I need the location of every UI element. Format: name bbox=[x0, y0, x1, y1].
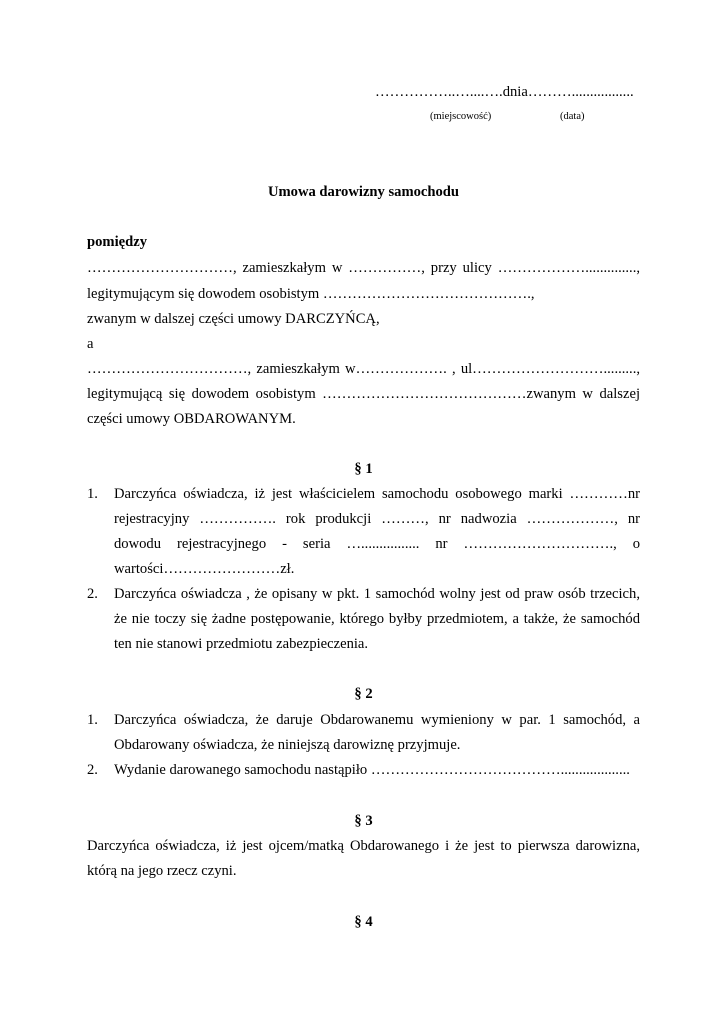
section-1-heading: § 1 bbox=[354, 461, 373, 477]
s1-item2-line-2: że nie toczy się żadne postępowanie, którego byłby przedmiotem, a także, że samochód bbox=[114, 611, 640, 627]
donee-line-3: części umowy OBDAROWANYM. bbox=[87, 411, 296, 427]
section-4-heading: § 4 bbox=[354, 914, 373, 930]
s1-item1-line-1: Darczyńca oświadcza, iż jest właścicielem samochodu osobowego marki …………nr bbox=[114, 486, 640, 502]
s2-item1-line-1: Darczyńca oświadcza, że daruje Obdarowanemu wymieniony w par. 1 samochód, a bbox=[114, 712, 640, 728]
s1-item1-number: 1. bbox=[87, 486, 98, 502]
s3-line-1: Darczyńca oświadcza, iż jest ojcem/matką Obdarowanego i że jest to pierwsza darowizna, bbox=[87, 838, 640, 854]
s2-item2-line-1: Wydanie darowanego samochodu nastąpiło …………………………………................... bbox=[114, 762, 630, 778]
s1-item2-line-3: ten nie stanowi przedmiotu zabezpieczenia. bbox=[114, 636, 369, 652]
donee-line-2: legitymującą się dowodem osobistym ……………………………………zwanym w dalszej bbox=[87, 386, 640, 402]
section-2-heading: § 2 bbox=[354, 686, 373, 702]
between-label: pomiędzy bbox=[87, 234, 147, 250]
donor-line-3: zwanym w dalszej części umowy DARCZYŃCĄ, bbox=[87, 311, 380, 327]
s1-item1-line-3: dowodu rejestracyjnego - seria …................ nr …………………………., o bbox=[114, 536, 640, 552]
section-3-heading: § 3 bbox=[354, 813, 373, 829]
s2-item1-number: 1. bbox=[87, 712, 98, 728]
donor-line-1: …………………………, zamieszkałym w ……………, przy ulicy ……………….............., bbox=[87, 260, 640, 276]
document-title: Umowa darowizny samochodu bbox=[267, 184, 460, 200]
s3-line-2: którą na jego rzecz czyni. bbox=[87, 863, 237, 879]
s1-item2-line-1: Darczyńca oświadcza , że opisany w pkt. 1 samochód wolny jest od praw osób trzecich, bbox=[114, 586, 640, 602]
date-label: (data) bbox=[560, 111, 585, 122]
and-label: a bbox=[87, 336, 94, 352]
s1-item2-number: 2. bbox=[87, 586, 98, 602]
s1-item1-line-4: wartości……………………zł. bbox=[114, 561, 295, 577]
place-date-line: ……………..…....….dnia………................. bbox=[375, 84, 634, 100]
s2-item2-number: 2. bbox=[87, 762, 98, 778]
donee-line-1: ……………………………, zamieszkałym w………………. , ul………………………........., bbox=[87, 361, 640, 377]
s1-item1-line-2: rejestracyjny ……………. rok produkcji ………, nr nadwozia ………………, nr bbox=[114, 511, 640, 527]
donor-line-2: legitymującym się dowodem osobistym ……………………………………., bbox=[87, 286, 535, 302]
place-label: (miejscowość) bbox=[430, 111, 492, 122]
s2-item1-line-2: Obdarowany oświadcza, że niniejszą darowiznę przyjmuje. bbox=[114, 737, 461, 753]
